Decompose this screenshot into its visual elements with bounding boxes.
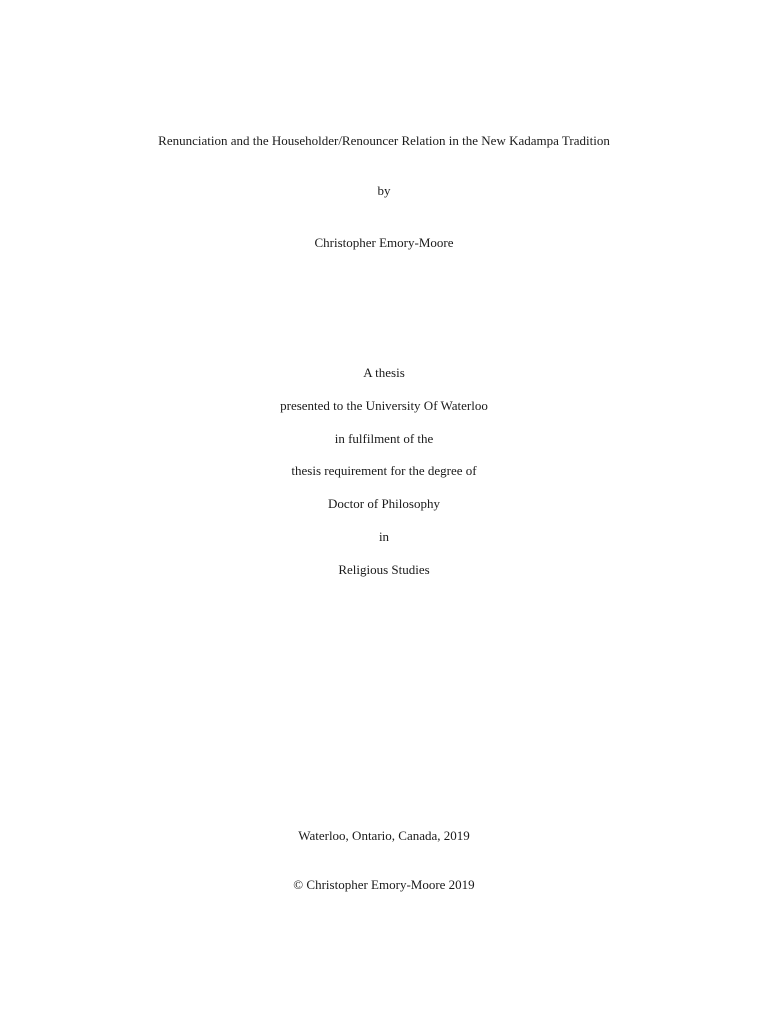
author-name: Christopher Emory-Moore [314,235,454,250]
thesis-title: Renunciation and the Householder/Renouncer Relation in the New Kadampa Tradition [158,133,610,148]
statement-line-3: in fulfilment of the [334,431,434,446]
place-and-year: Waterloo, Ontario, Canada, 2019 [298,828,470,843]
degree-name: Doctor of Philosophy [328,496,440,511]
statement-line-6: in [378,529,390,544]
field-of-study: Religious Studies [338,562,430,577]
statement-line-1: A thesis [363,365,405,380]
copyright-notice: © Christopher Emory-Moore 2019 [293,877,475,892]
statement-line-4: thesis requirement for the degree of [291,463,477,478]
by-label: by [377,183,391,198]
statement-line-2: presented to the University Of Waterloo [280,398,488,413]
